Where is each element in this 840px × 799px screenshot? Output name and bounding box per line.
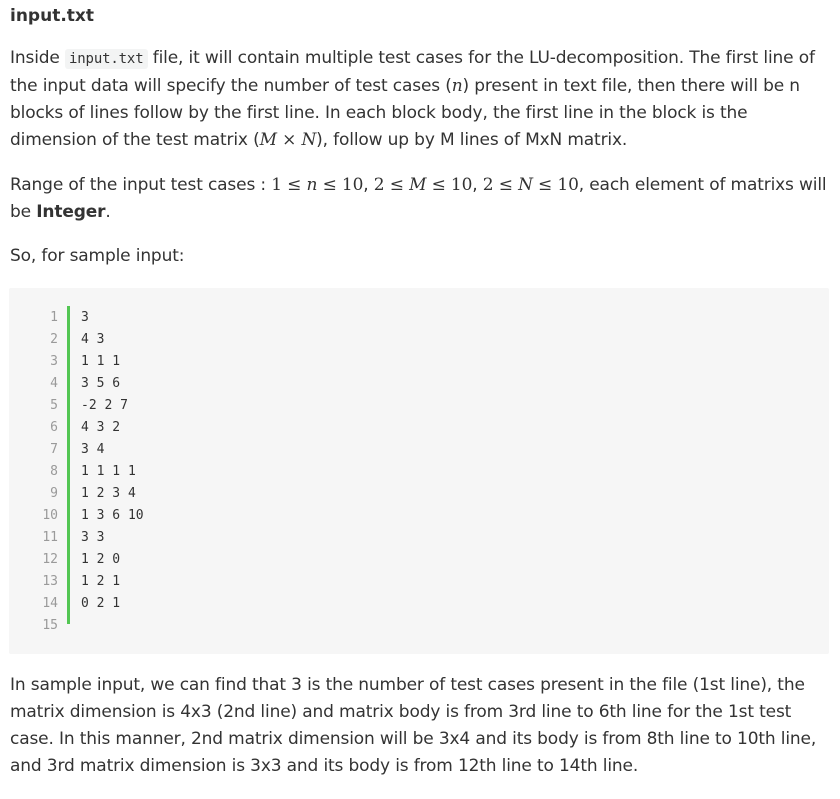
line-number: 14 [42, 596, 58, 611]
math-var: n [306, 175, 318, 195]
code-line: -2 2 7 [81, 398, 128, 413]
code-line: 3 5 6 [81, 376, 121, 391]
text: , [363, 175, 374, 195]
code-line: 1 1 1 [81, 354, 121, 369]
code-block [9, 288, 829, 654]
code-block-accent-bar [67, 306, 70, 624]
code-lines [81, 307, 144, 637]
text: file, it will contain multiple test cases for the LU-decomposition. The first line of the input data will specify the number of test cases ( [10, 48, 815, 96]
text: , each element of matrixs will be [10, 175, 827, 222]
math-times: × [276, 130, 302, 150]
line-number: 8 [50, 464, 58, 479]
text: Inside [10, 48, 65, 68]
text: . [105, 202, 111, 222]
line-number: 15 [42, 618, 58, 633]
math-range-n [271, 175, 363, 195]
math-dimension [260, 130, 317, 150]
line-number: 6 [50, 420, 58, 435]
line-number-gutter [9, 307, 58, 637]
math-hi: ≤ 10 [317, 175, 364, 195]
math-hi: ≤ 10 [532, 175, 579, 195]
math-lo: 2 ≤ [373, 175, 410, 195]
code-line: 3 4 [81, 442, 105, 457]
code-line: 4 3 2 [81, 420, 121, 435]
math-var: N [518, 175, 533, 195]
code-line: 3 [81, 310, 89, 325]
text: , [472, 175, 483, 195]
line-number: 5 [50, 398, 58, 413]
section-heading: input.txt [10, 6, 95, 26]
line-number: 12 [42, 552, 58, 567]
paragraph-range [10, 172, 828, 226]
code-line: 4 3 [81, 332, 105, 347]
code-line: 1 2 0 [81, 552, 121, 567]
line-number: 7 [50, 442, 58, 457]
text: ), follow up by M lines of MxN matrix. [316, 130, 628, 150]
bold-integer: Integer [36, 202, 106, 222]
code-line: 0 2 1 [81, 596, 121, 611]
paragraph-sample-intro: So, for sample input: [10, 246, 185, 266]
line-number: 4 [50, 376, 58, 391]
text: ) present in text file, then there will be n blocks of lines follow by the first line. In each block body, the first line in the block is the dimension of the test matrix ( [10, 76, 800, 150]
code-line [81, 615, 144, 637]
code-line: 1 3 6 10 [81, 508, 144, 523]
line-number: 13 [42, 574, 58, 589]
line-number: 11 [42, 530, 58, 545]
math-var: M [409, 175, 427, 195]
paragraph-explanation: In sample input, we can find that 3 is the number of test cases present in the file (1st line), the matrix dimension is 4x3 (2nd line) and matrix body is from 3rd line to 6th line for the 1st test case. In this manner, 2nd matrix dimension will be 3x4 and its body is from 8th line to 10th line, and 3rd matrix dimension is 3x3 and its body is from 12th line to 14th line. [10, 675, 817, 776]
math-range-m [374, 175, 472, 195]
code-line: 1 1 1 1 [81, 464, 136, 479]
code-line: 1 2 1 [81, 574, 121, 589]
code-line: 3 3 [81, 530, 105, 545]
line-number: 9 [50, 486, 58, 501]
paragraph-intro [10, 45, 828, 154]
line-number: 2 [50, 332, 58, 347]
math-n: n [451, 76, 463, 96]
math-n: N [301, 130, 317, 150]
math-lo: 2 ≤ [482, 175, 519, 195]
line-number: 3 [50, 354, 58, 369]
line-number: 10 [42, 508, 58, 523]
math-lo: 1 ≤ [271, 175, 307, 195]
math-hi: ≤ 10 [426, 175, 473, 195]
inline-code-filename: input.txt [65, 49, 148, 69]
line-number: 1 [50, 310, 58, 325]
text: Range of the input test cases : [10, 175, 272, 195]
code-line: 1 2 3 4 [81, 486, 136, 501]
math-m: M [259, 130, 277, 150]
math-range-n2 [483, 175, 579, 195]
